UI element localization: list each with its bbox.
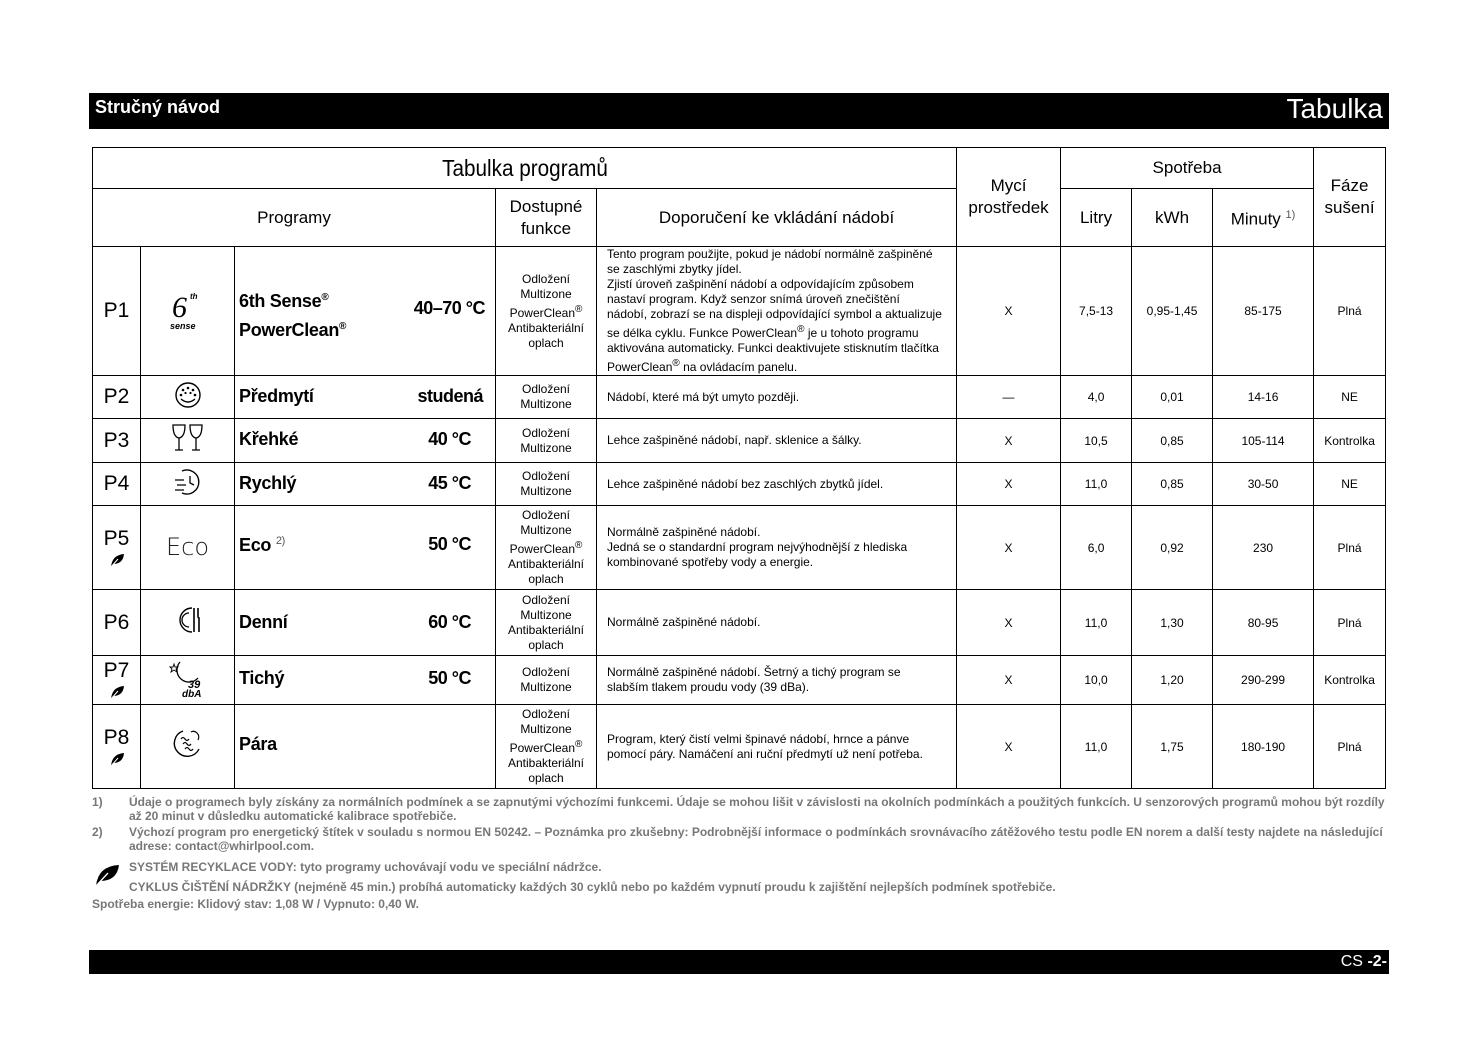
minutes-value: 14-16 <box>1213 376 1314 419</box>
daily-plate-icon <box>141 590 235 656</box>
svg-text:sense: sense <box>169 320 196 331</box>
program-name-cell <box>235 376 496 419</box>
footnote-2: 2) Výchozí program pro energetický štítek v souladu s normou EN 50242. – Poznámka pro zkušebny: Podrobnější informace o podmínkách srovnávacího zátěžového testu podle EN norem a další testy najdete na následující adrese: contact@whirlpool.com. <box>92 825 1383 853</box>
minutes-value: 105-114 <box>1213 419 1314 463</box>
table-row <box>93 247 1386 376</box>
detergent-value: X <box>957 656 1061 705</box>
header-consumption: Spotřeba <box>1061 148 1314 189</box>
program-code: P4 <box>93 463 141 506</box>
loading-recommendation: Lehce zašpiněné nádobí, např. sklenice a šálky. <box>597 419 957 463</box>
available-functions: Odložení Multizone <box>496 463 597 506</box>
detergent-value: — <box>957 376 1061 419</box>
energy-consumption-note: Spotřeba energie: Klidový stav: 1,08 W / Vypnuto: 0,40 W. <box>92 897 419 911</box>
liters-value: 10,0 <box>1061 656 1132 705</box>
leaf-icon <box>109 552 125 568</box>
header-right-title: Tabulka <box>1286 93 1383 124</box>
program-code: P7 <box>93 656 141 705</box>
wine-glasses-icon <box>141 419 235 463</box>
program-table <box>92 147 1386 789</box>
loading-recommendation: Normálně zašpiněné nádobí. <box>597 590 957 656</box>
6th-sense-icon <box>141 247 235 376</box>
table-row <box>93 376 1386 419</box>
leaf-note-line-1: SYSTÉM RECYKLACE VODY: tyto programy uchovávají vodu ve speciální nádržce. <box>129 860 602 874</box>
liters-value: 6,0 <box>1061 506 1132 590</box>
kwh-value: 1,75 <box>1132 705 1213 789</box>
kwh-value: 0,95-1,45 <box>1132 247 1213 376</box>
available-functions: Odložení Multizone <box>496 656 597 705</box>
detergent-value: X <box>957 463 1061 506</box>
drying-value: NE <box>1314 376 1386 419</box>
program-name-cell <box>235 463 496 506</box>
leaf-icon <box>109 751 125 767</box>
program-code: P5 <box>93 506 141 590</box>
program-name: Předmytí <box>239 386 314 406</box>
detergent-value: X <box>957 590 1061 656</box>
drying-value: Plná <box>1314 506 1386 590</box>
program-name: Rychlý <box>239 473 297 493</box>
program-name-line2: PowerClean <box>239 320 340 340</box>
silent-night-icon <box>141 656 235 705</box>
leaf-note-line-2: CYKLUS ČIŠTĚNÍ NÁDRŽKY (nejméně 45 min.) probíhá automaticky každých 30 cyklů nebo po každém vypnutí proudu k zajištění nejlepších podmínek spotřebiče. <box>129 880 1056 894</box>
loading-recommendation: Normálně zašpiněné nádobí. Šetrný a tichý program se slabším tlakem proudu vody (39 dBa). <box>597 656 957 705</box>
leaf-icon <box>94 863 120 887</box>
loading-recommendation: Tento program použijte, pokud je nádobí normálně zašpiněné se zaschlými zbytky jídel. Zjistí úroveň zašpinění nádobí a odpovídajícím způsobem nastaví program. Když senzor snímá úroveň znečištění nádobí, zobrazí se na displeji odpovídající symbol a aktualizuje se délka cyklu. Funkce PowerClean® je u tohoto programu aktivována automaticky. Funkci deaktivujete stisknutím tlačítka PowerClean® na ovládacím panelu. <box>597 247 957 376</box>
leaf-note <box>92 857 1387 897</box>
drying-value: NE <box>1314 463 1386 506</box>
header-minutes: Minuty $^{1)}$ <box>1213 189 1314 247</box>
detergent-value: X <box>957 705 1061 789</box>
header-kwh: kWh <box>1132 189 1213 247</box>
table-title: Tabulka programů <box>136 148 914 189</box>
liters-value: 11,0 <box>1061 705 1132 789</box>
program-temperature: 40–70 °C <box>413 298 485 318</box>
program-name: Eco <box>239 535 272 555</box>
program-name: 6th Sense <box>239 291 322 311</box>
program-name: Denní <box>239 612 288 632</box>
drying-value: Plná <box>1314 705 1386 789</box>
kwh-value: 1,30 <box>1132 590 1213 656</box>
header-drying: Fáze sušení <box>1314 148 1386 247</box>
page-number: CS -2- <box>1340 953 1387 970</box>
svg-text:6: 6 <box>171 290 187 324</box>
available-functions: Odložení Multizone PowerClean® Antibakteriální oplach <box>496 506 597 590</box>
program-name: Tichý <box>239 668 285 688</box>
drying-value: Plná <box>1314 590 1386 656</box>
available-functions: Odložení Multizone <box>496 376 597 419</box>
program-code: P1 <box>93 247 141 376</box>
program-temperature: 60 °C <box>428 612 471 632</box>
leaf-icon <box>109 684 125 700</box>
liters-value: 10,5 <box>1061 419 1132 463</box>
minutes-value: 230 <box>1213 506 1314 590</box>
liters-value: 7,5-13 <box>1061 247 1132 376</box>
liters-value: 11,0 <box>1061 463 1132 506</box>
table-row <box>93 419 1386 463</box>
header-programs: Programy <box>93 189 496 247</box>
header-recommendation: Doporučení ke vkládání nádobí <box>597 189 957 247</box>
header-functions: Dostupné funkce <box>496 189 597 247</box>
table-row <box>93 463 1386 506</box>
prewash-icon <box>141 376 235 419</box>
eco-icon <box>141 506 235 590</box>
program-name: Pára <box>239 734 277 754</box>
minutes-value: 30-50 <box>1213 463 1314 506</box>
program-name-cell <box>235 705 496 789</box>
header-liters: Litry <box>1061 189 1132 247</box>
header-left-title: Stručný návod <box>95 97 221 117</box>
program-name-cell <box>235 656 496 705</box>
program-code: P8 <box>93 705 141 789</box>
drying-value: Kontrolka <box>1314 656 1386 705</box>
footnote-1: 1) Údaje o programech byly získány za normálních podmínek a se zapnutými výchozími funkcemi. Údaje se mohou lišit v závislosti na okolních podmínkách a použitých funkcích. U senzorových programů mohou být rozdíly až 20 minut v důsledku automatické kalibrace spotřebiče. <box>92 795 1385 823</box>
program-name-cell: 6th Sense® PowerClean® 40–70 °C <box>235 247 496 376</box>
program-temperature: 50 °C <box>428 534 471 554</box>
table-row <box>93 656 1386 705</box>
detergent-value: X <box>957 419 1061 463</box>
kwh-value: 0,85 <box>1132 419 1213 463</box>
program-temperature: 40 °C <box>428 429 471 449</box>
kwh-value: 0,85 <box>1132 463 1213 506</box>
steam-icon <box>141 705 235 789</box>
drying-value: Kontrolka <box>1314 419 1386 463</box>
minutes-value: 85-175 <box>1213 247 1314 376</box>
footer-bar <box>89 950 1389 974</box>
program-name-cell: Eco $^{2)}$ 50 °C <box>235 506 496 590</box>
header-detergent: Mycí prostředek <box>957 148 1061 247</box>
minutes-value: 290-299 <box>1213 656 1314 705</box>
available-functions: Odložení Multizone PowerClean® Antibakteriální oplach <box>496 247 597 376</box>
liters-value: 11,0 <box>1061 590 1132 656</box>
kwh-value: 0,01 <box>1132 376 1213 419</box>
program-name-cell <box>235 419 496 463</box>
footnotes <box>92 795 1387 911</box>
program-name-cell <box>235 590 496 656</box>
svg-text:Eco: Eco <box>165 533 209 561</box>
quick-wash-icon <box>141 463 235 506</box>
kwh-value: 1,20 <box>1132 656 1213 705</box>
loading-recommendation: Program, který čistí velmi špinavé nádobí, hrnce a pánve pomocí páry. Namáčení ani ruční předmytí už není potřeba. <box>597 705 957 789</box>
program-code: P6 <box>93 590 141 656</box>
available-functions: Odložení Multizone PowerClean® Antibakteriální oplach <box>496 705 597 789</box>
loading-recommendation: Lehce zašpiněné nádobí bez zaschlých zbytků jídel. <box>597 463 957 506</box>
svg-text:dbA: dbA <box>181 688 201 698</box>
detergent-value: X <box>957 506 1061 590</box>
loading-recommendation: Nádobí, které má být umyto později. <box>597 376 957 419</box>
program-name: Křehké <box>239 429 299 449</box>
program-code: P2 <box>93 376 141 419</box>
drying-value: Plná <box>1314 247 1386 376</box>
available-functions: Odložení Multizone Antibakteriální oplach <box>496 590 597 656</box>
program-code: P3 <box>93 419 141 463</box>
detergent-value: X <box>957 247 1061 376</box>
liters-value: 4,0 <box>1061 376 1132 419</box>
table-row <box>93 506 1386 590</box>
svg-text:39: 39 <box>187 678 200 691</box>
header-bar <box>89 93 1389 129</box>
svg-text:th: th <box>189 291 198 301</box>
kwh-value: 0,92 <box>1132 506 1213 590</box>
minutes-value: 180-190 <box>1213 705 1314 789</box>
program-temperature: 45 °C <box>428 473 471 493</box>
table-row <box>93 590 1386 656</box>
loading-recommendation: Normálně zašpiněné nádobí. Jedná se o standardní program nejvýhodnější z hlediska kombinované spotřeby vody a energie. <box>597 506 957 590</box>
table-row <box>93 705 1386 789</box>
available-functions: Odložení Multizone <box>496 419 597 463</box>
program-temperature: studená <box>417 386 483 406</box>
minutes-value: 80-95 <box>1213 590 1314 656</box>
program-temperature: 50 °C <box>428 668 471 688</box>
